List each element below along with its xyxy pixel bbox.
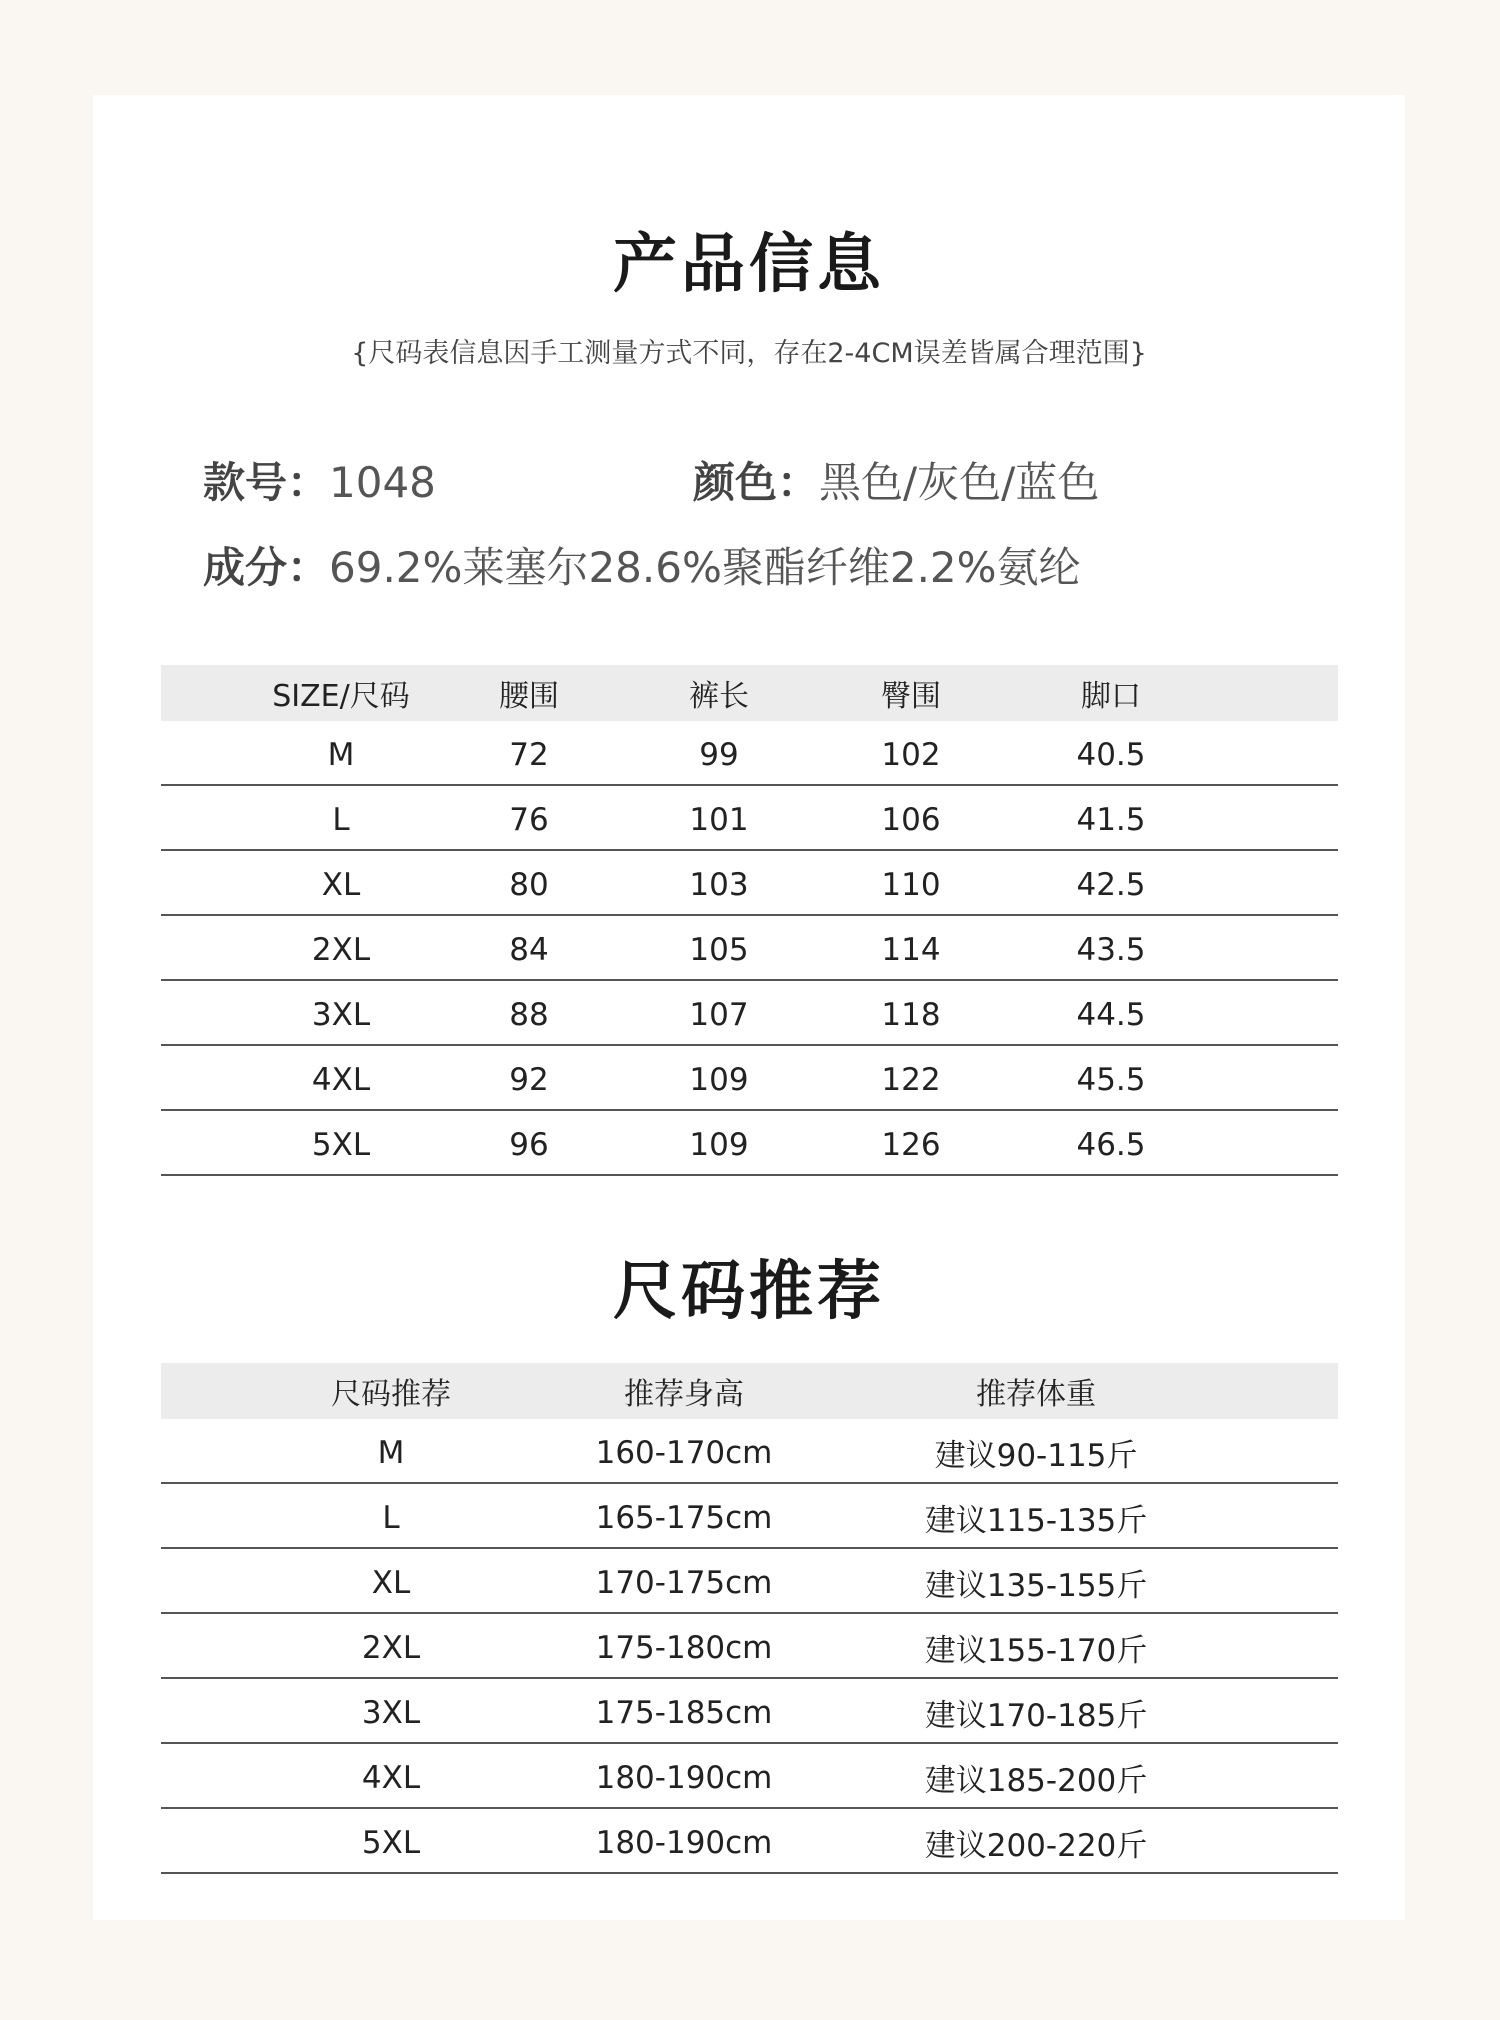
style-number xyxy=(203,450,436,510)
composition-label: 成分： xyxy=(203,543,330,592)
size-cell: M xyxy=(377,1434,405,1471)
header-leg-opening: 脚口 xyxy=(1081,679,1141,714)
table-row xyxy=(161,786,1338,851)
table-row xyxy=(161,916,1338,981)
length-cell: 109 xyxy=(689,1061,749,1098)
header-recommended-size: 尺码推荐 xyxy=(331,1377,451,1412)
weight-cell: 建议90-115斤 xyxy=(934,1438,1138,1474)
color-value: 黑色/灰色/蓝色 xyxy=(819,458,1100,507)
size-cell: 4XL xyxy=(311,1061,371,1098)
recommendation-table-header xyxy=(161,1363,1338,1419)
size-cell: XL xyxy=(371,1564,411,1601)
table-row xyxy=(161,981,1338,1046)
composition xyxy=(203,535,1081,595)
size-table xyxy=(161,665,1338,1176)
header-size: SIZE/尺码 xyxy=(272,679,410,714)
leg-opening-cell: 42.5 xyxy=(1076,866,1146,903)
header-hip: 臀围 xyxy=(881,679,941,714)
leg-opening-cell: 41.5 xyxy=(1076,801,1146,838)
table-row xyxy=(161,1614,1338,1679)
length-cell: 103 xyxy=(689,866,749,903)
table-row xyxy=(161,1679,1338,1744)
weight-cell: 建议185-200斤 xyxy=(924,1763,1148,1799)
weight-cell: 建议115-135斤 xyxy=(924,1503,1148,1539)
size-cell: L xyxy=(382,1499,400,1536)
weight-cell: 建议200-220斤 xyxy=(924,1828,1148,1864)
waist-cell: 92 xyxy=(509,1061,549,1098)
table-row xyxy=(161,1419,1338,1484)
size-cell: 4XL xyxy=(361,1759,421,1796)
header-waist: 腰围 xyxy=(499,679,559,714)
height-cell: 160-170cm xyxy=(595,1434,773,1471)
length-cell: 107 xyxy=(689,996,749,1033)
height-cell: 170-175cm xyxy=(595,1564,773,1601)
table-row xyxy=(161,1484,1338,1549)
table-row xyxy=(161,1549,1338,1614)
height-cell: 175-180cm xyxy=(595,1629,773,1666)
size-cell: 5XL xyxy=(311,1126,371,1163)
waist-cell: 80 xyxy=(509,866,549,903)
table-row xyxy=(161,851,1338,916)
leg-opening-cell: 40.5 xyxy=(1076,736,1146,773)
size-cell: 3XL xyxy=(311,996,371,1033)
height-cell: 180-190cm xyxy=(595,1824,773,1861)
size-cell: XL xyxy=(321,866,361,903)
weight-cell: 建议170-185斤 xyxy=(924,1698,1148,1734)
hip-cell: 106 xyxy=(881,801,941,838)
waist-cell: 76 xyxy=(509,801,549,838)
hip-cell: 114 xyxy=(881,931,941,968)
waist-cell: 84 xyxy=(509,931,549,968)
height-cell: 165-175cm xyxy=(595,1499,773,1536)
header-recommended-weight: 推荐体重 xyxy=(976,1377,1096,1412)
length-cell: 109 xyxy=(689,1126,749,1163)
weight-cell: 建议155-170斤 xyxy=(924,1633,1148,1669)
recommendation-table xyxy=(161,1363,1338,1874)
composition-value: 69.2%莱塞尔28.6%聚酯纤维2.2%氨纶 xyxy=(329,543,1081,592)
hip-cell: 126 xyxy=(881,1126,941,1163)
table-row xyxy=(161,1046,1338,1111)
leg-opening-cell: 46.5 xyxy=(1076,1126,1146,1163)
waist-cell: 88 xyxy=(509,996,549,1033)
size-cell: 2XL xyxy=(361,1629,421,1666)
length-cell: 99 xyxy=(699,736,739,773)
height-cell: 175-185cm xyxy=(595,1694,773,1731)
size-cell: 5XL xyxy=(361,1824,421,1861)
hip-cell: 118 xyxy=(881,996,941,1033)
length-cell: 105 xyxy=(689,931,749,968)
size-recommendation-title: 尺码推荐 xyxy=(613,1255,885,1329)
size-chart-card xyxy=(93,95,1405,1920)
waist-cell: 72 xyxy=(509,736,549,773)
hip-cell: 102 xyxy=(881,736,941,773)
height-cell: 180-190cm xyxy=(595,1759,773,1796)
table-row xyxy=(161,1809,1338,1874)
leg-opening-cell: 45.5 xyxy=(1076,1061,1146,1098)
hip-cell: 110 xyxy=(881,866,941,903)
header-length: 裤长 xyxy=(689,679,749,714)
product-info-title: 产品信息 xyxy=(613,228,885,302)
weight-cell: 建议135-155斤 xyxy=(924,1568,1148,1604)
size-table-header xyxy=(161,665,1338,721)
leg-opening-cell: 44.5 xyxy=(1076,996,1146,1033)
color-options xyxy=(693,450,1099,510)
size-cell: 2XL xyxy=(311,931,371,968)
table-row xyxy=(161,721,1338,786)
size-cell: M xyxy=(327,736,355,773)
waist-cell: 96 xyxy=(509,1126,549,1163)
header-recommended-height: 推荐身高 xyxy=(624,1377,744,1412)
measurement-note: {尺码表信息因手工测量方式不同，存在2-4CM误差皆属合理范围} xyxy=(351,338,1147,369)
leg-opening-cell: 43.5 xyxy=(1076,931,1146,968)
style-number-label: 款号： xyxy=(203,458,330,507)
length-cell: 101 xyxy=(689,801,749,838)
size-cell: 3XL xyxy=(361,1694,421,1731)
table-row xyxy=(161,1111,1338,1176)
table-row xyxy=(161,1744,1338,1809)
hip-cell: 122 xyxy=(881,1061,941,1098)
style-number-value: 1048 xyxy=(329,458,436,507)
color-label: 颜色： xyxy=(693,458,820,507)
size-cell: L xyxy=(332,801,350,838)
